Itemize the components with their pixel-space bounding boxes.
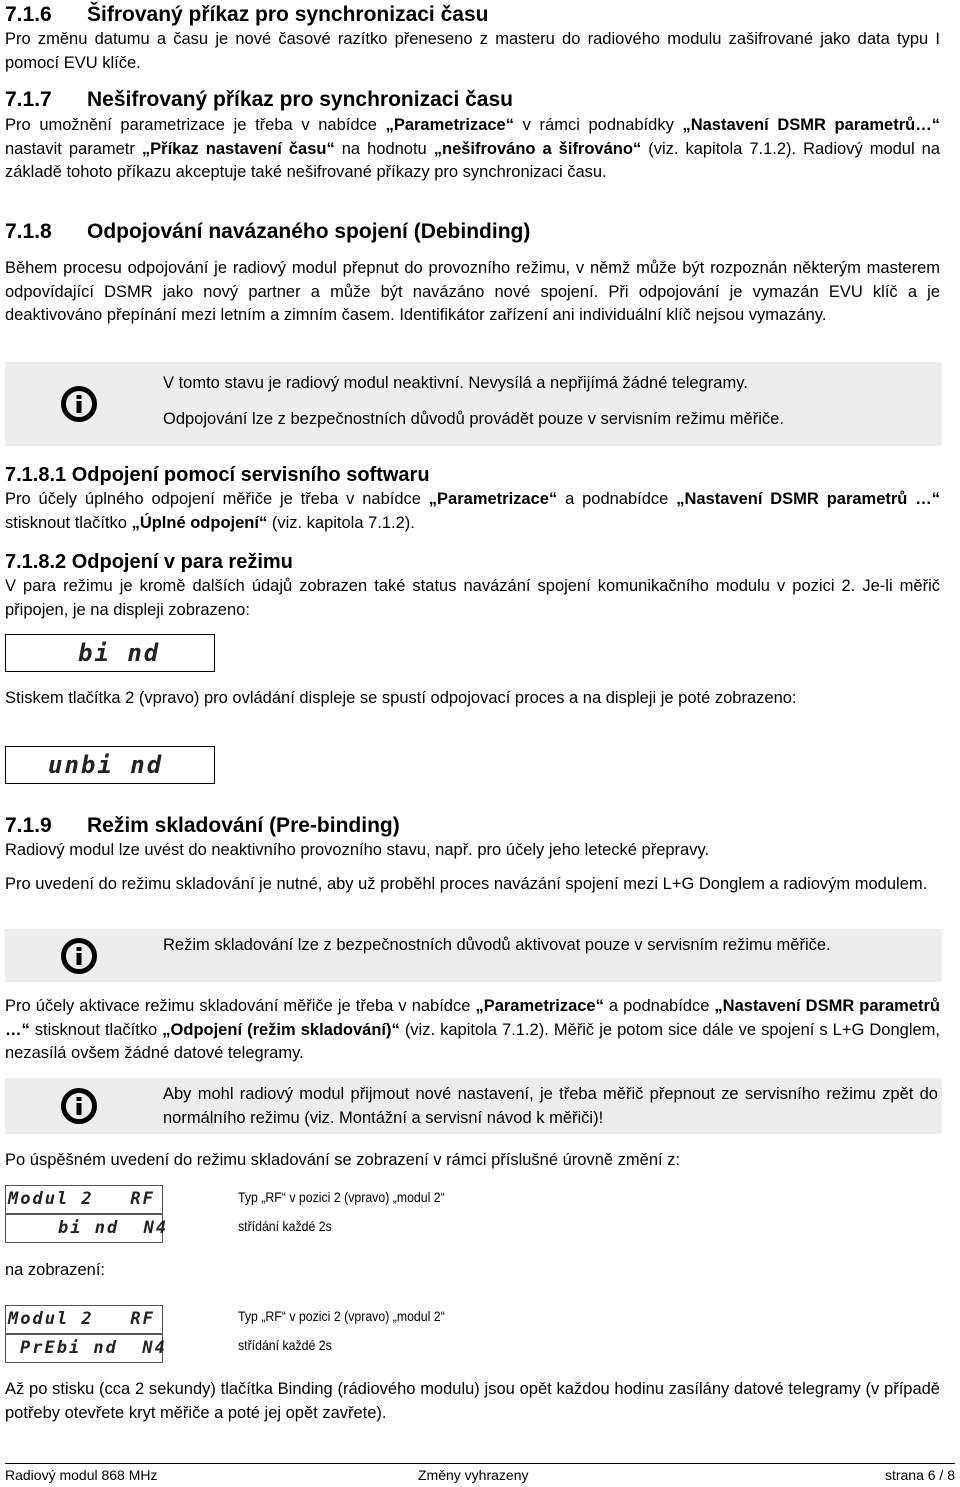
display-note: Typ „RF“ v pozici 2 (vpravo) „modul 2“ [238,1308,445,1324]
info-box-2 [5,929,942,982]
info-box-1 [5,362,942,446]
text-run: v rámci podnabídky [514,116,683,134]
display-module-top-a [5,1185,163,1214]
info-text-2: Odpojování lze z bezpečnostních důvodů provádět pouze v servisním režimu měřiče. [163,410,784,428]
info-icon [61,938,97,974]
display-note: Typ „RF“ v pozici 2 (vpravo) „modul 2“ [238,1189,445,1205]
footer-page-number: strana 6 / 8 [884,1467,955,1483]
button-name: „Úplné odpojení“ [131,513,268,532]
text-run: (viz. kapitola 7.1.2). Měřič je potom sice dále ve spojení s L+G Donglem, nezasílá ovšem žádné datové telegramy. [5,1020,940,1062]
display-text: bi nd N4 [58,1218,169,1238]
heading-7-1-8-2: 7.1.8.2 Odpojení v para režimu [5,551,293,573]
display-module-top-b [5,1305,163,1334]
text-run: nastavit parametr [5,139,142,158]
submenu-name: „Nastavení DSMR parametrů …“ [676,490,940,508]
display-module-bottom-a [5,1214,169,1243]
display-module-bottom-b [5,1334,167,1363]
text-run: na hodnotu [334,139,434,158]
heading-title: Šifrovaný příkaz pro synchronizaci času [87,3,489,26]
heading-number: 7.1.6 [5,3,52,26]
parameter-name: „Příkaz nastavení času“ [141,139,335,158]
footer-center: Změny vyhrazeny [418,1467,529,1483]
paragraph-7-1-8-2: V para režimu je kromě dalších údajů zobrazen také status navázání spojení komunikačního modulu v pozici 2. Je-li měřič připojen, je na displeji zobrazeno: [5,577,940,619]
paragraph-7-1-8: Během procesu odpojování je radiový modul přepnut do provozního režimu, v němž může být rozpoznán některým masterem odpovídající DSMR jako nový partner a může být navázáno nové spojení. Při odpojování je vymazán EVU klíč a je deaktivováno přepínání mezi letním a zimním časem. Identifikátor zařízení ani individuální klíč nejsou vymazány. [5,259,940,324]
info-icon [61,386,97,422]
heading-7-1-7 [5,88,513,112]
button-name: „Odpojení (režim skladování)“ [162,1020,400,1039]
text-run: (viz. kapitola 7.1.2). Radiový modul na základě tohoto příkazu akceptuje také nešifrované příkazy pro synchronizaci času. [5,139,940,181]
display-text: Modul 2 RF [8,1189,155,1209]
paragraph-7-1-9-a: Radiový modul lze uvést do neaktivního provozního stavu, např. pro účely jeho letecké přepravy. [5,841,710,859]
text-run: Pro účely aktivace režimu skladování měřiče je třeba v nabídce [5,997,476,1015]
display-unbind [5,746,215,784]
heading-number: 7.1.7 [5,88,52,111]
heading-7-1-8 [5,220,530,244]
display-text: bi nd [78,639,161,667]
paragraph-7-1-7 [5,114,940,185]
heading-title: Odpojování navázaného spojení (Debinding) [87,220,531,243]
paragraph-binding: Až po stisku (cca 2 sekundy) tlačítka Binding (rádiového modulu) jsou opět každou hodinu zasílány datové telegramy (v případě potřeby otevřete kryt měřiče a poté jej opět zavřete). [5,1380,940,1422]
text-run: stisknout tlačítko [5,513,132,532]
paragraph-7-1-9-b: Pro uvedení do režimu skladování je nutné, aby už proběhl proces navázání spojení mezi L+G Donglem a radiovým modulem. [5,875,928,893]
display-text: Modul 2 RF [8,1309,155,1329]
info-text: Režim skladování lze z bezpečnostních důvodů aktivovat pouze v servisním režimu měřiče. [163,936,831,954]
display-text: unbi nd [48,751,164,779]
text-run: a podnabídce [603,997,715,1015]
heading-7-1-8-1: 7.1.8.1 Odpojení pomocí servisního softwaru [5,464,430,486]
info-box-3 [5,1078,942,1134]
heading-7-1-9 [5,814,400,838]
info-text-1: V tomto stavu je radiový modul neaktivní. Nevysílá a nepřijímá žádné telegramy. [163,374,748,392]
text-run: Pro účely úplného odpojení měřiče je třeba v nabídce [5,490,429,508]
heading-number: 7.1.9 [5,814,52,837]
footer-left: Radiový modul 868 MHz [5,1467,158,1483]
label-to-display: na zobrazení: [5,1261,105,1279]
text-run: a podnabídce [557,490,677,508]
text-run: Pro umožnění parametrizace je třeba v nabídce [5,116,386,134]
paragraph-7-1-8-1 [5,488,940,535]
heading-title: Režim skladování (Pre-binding) [87,814,400,837]
paragraph-7-1-6: Pro změnu datumu a času je nové časové razítko přeneseno z masteru do radiového modulu zašifrované jako data typu I pomocí EVU klíče. [5,30,940,72]
paragraph-display-change: Po úspěšném uvedení do režimu skladování se zobrazení v rámci příslušné úrovně změní z: [5,1151,681,1169]
parameter-value: „nešifrováno a šifrováno“ [433,139,642,158]
menu-name: „Parametrizace“ [428,490,558,508]
display-text: PrEbi nd N4 [20,1338,167,1358]
paragraph-activation [5,995,940,1066]
display-note: střídání každé 2s [238,1337,332,1353]
text-run: (viz. kapitola 7.1.2). [267,513,415,532]
paragraph-display-hint: Stiskem tlačítka 2 (vpravo) pro ovládání displeje se spustí odpojovací proces a na displeji je poté zobrazeno: [5,689,797,707]
heading-7-1-6 [5,3,488,27]
menu-name: „Parametrizace“ [385,116,514,134]
display-note: střídání každé 2s [238,1218,332,1234]
info-icon [61,1088,97,1124]
submenu-name: „Nastavení DSMR parametrů …“ [5,997,940,1039]
heading-title: Nešifrovaný příkaz pro synchronizaci času [87,88,513,111]
text-run: stisknout tlačítko [29,1020,163,1039]
heading-number: 7.1.8 [5,220,52,243]
footer-divider [5,1463,955,1464]
info-text: Aby mohl radiový modul přijmout nové nastavení, je třeba měřič přepnout ze servisního režimu zpět do normálního režimu (viz. Montážní a servisní návod k měřiči)! [163,1085,938,1127]
display-bind [5,634,215,672]
submenu-name: „Nastavení DSMR parametrů…“ [682,116,940,134]
menu-name: „Parametrizace“ [475,997,604,1015]
